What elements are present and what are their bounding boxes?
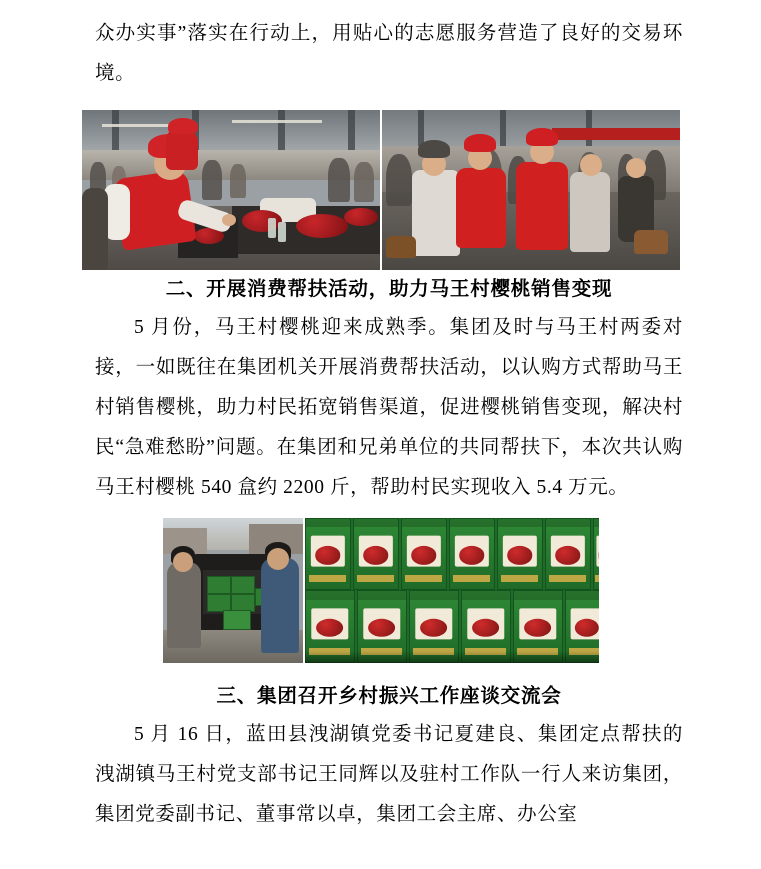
- paragraph-3: 5 月 16 日，蓝田县洩湖镇党委书记夏建良、集团定点帮扶的洩湖镇马王村党支部书记王同辉以及驻村工作队一行人来访集团，集团党委副书记、董事常以卓，集团工会主席、办公室: [95, 724, 683, 825]
- section-heading-2-text: 二、开展消费帮扶活动，助力马王村樱桃销售变现: [165, 278, 613, 300]
- photo-stacked-cherry-gift-boxes: [305, 518, 599, 663]
- figure-2: [0, 518, 761, 663]
- section-heading-3: [0, 663, 761, 715]
- section-heading-3-text: 三、集团召开乡村振兴工作座谈交流会: [216, 685, 562, 707]
- paragraph-2: 5 月份，马王村樱桃迎来成熟季。集团及时与马王村两委对接，一如既往在集团机关开展消费帮扶活动，以认购方式帮助马王村销售樱桃，助力村民拓宽销售渠道，促进樱桃销售变现，解决村民“急难愁盼”问题。在集团和兄弟单位的共同帮扶下，本次共认购马王村樱桃 540 盒约 2200 斤，帮助村民实现收入 5.4 万元。: [95, 317, 683, 498]
- photo-volunteers-serving-in-market: [382, 110, 680, 270]
- paragraph-continued: 众办实事”落实在行动上，用贴心的志愿服务营造了良好的交易环境。: [95, 23, 683, 84]
- photo-volunteer-at-cherry-stall: [82, 110, 380, 270]
- section-heading-2: [0, 270, 761, 308]
- photo-loading-cherry-boxes-into-car: [163, 518, 303, 663]
- figure-1: [0, 110, 761, 270]
